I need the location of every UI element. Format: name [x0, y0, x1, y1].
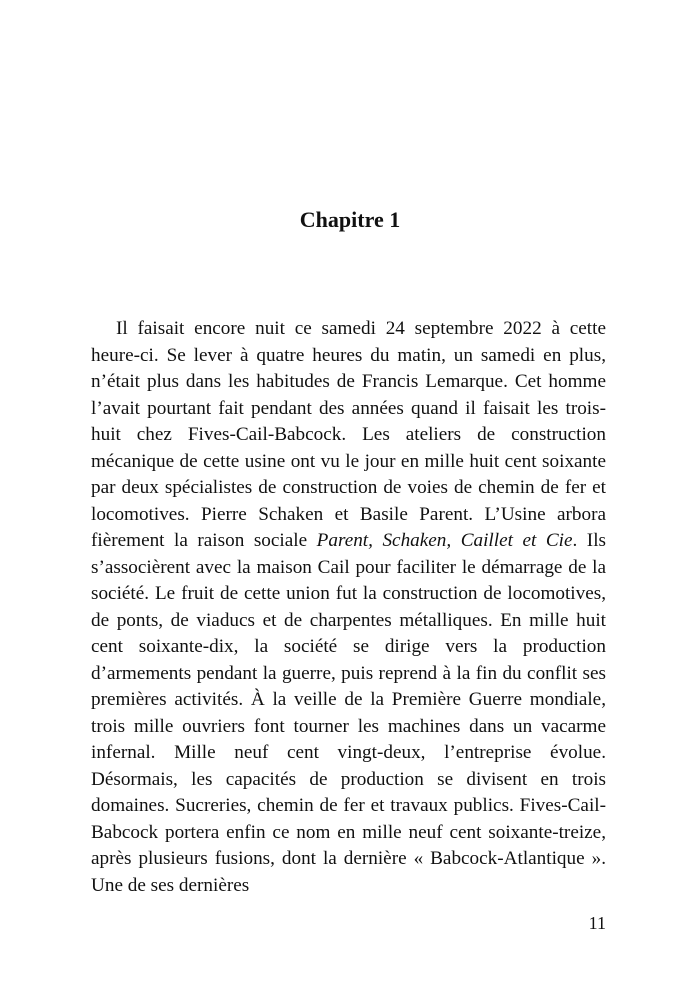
page-number: 11 — [588, 913, 606, 933]
chapter-title: Chapitre 1 — [299, 207, 401, 232]
body-paragraph — [91, 316, 606, 899]
company-name-italic: Parent, Schaken, Caillet et Cie — [316, 530, 573, 551]
paragraph-text-end: . Ils s’associèrent avec la maison Cail pour faciliter le démarrage de la société. Le fruit de cette union fut la construction de locomotives, de ponts, de viaducs et de charpentes métalliques. En mille huit cent soixante-dix, la société se dirige vers la production d’armements pendant la guerre, puis reprend à la fin du conflit ses premières activités. À la veille de la Première Guerre mondiale, trois mille ouvriers font tourner les machines dans un vacarme infernal. Mille neuf cent vingt-deux, l’entreprise évolue. Désormais, les capacités de production se divisent en trois domaines. Sucreries, chemin de fer et travaux publics. Fives-Cail-Babcock portera enfin ce nom en mille neuf cent soixante-treize, après plusieurs fusions, dont la dernière « Babcock-Atlantique ». Une de ses dernières — [91, 530, 606, 896]
paragraph-text-start: Il faisait encore nuit ce samedi 24 septembre 2022 à cette heure-ci. Se lever à quatre heures du matin, un samedi en plus, n’était plus dans les habitudes de Francis Lemarque. Cet homme l’avait pourtant fait pendant des années quand il faisait les trois-huit chez Fives-Cail-Babcock. Les ateliers de construction mécanique de cette usine ont vu le jour en mille huit cent soixante par deux spécialistes de construction de voies de chemin de fer et locomotives. Pierre Schaken et Basile Parent. L’Usine arbora fièrement la raison sociale — [91, 318, 606, 551]
